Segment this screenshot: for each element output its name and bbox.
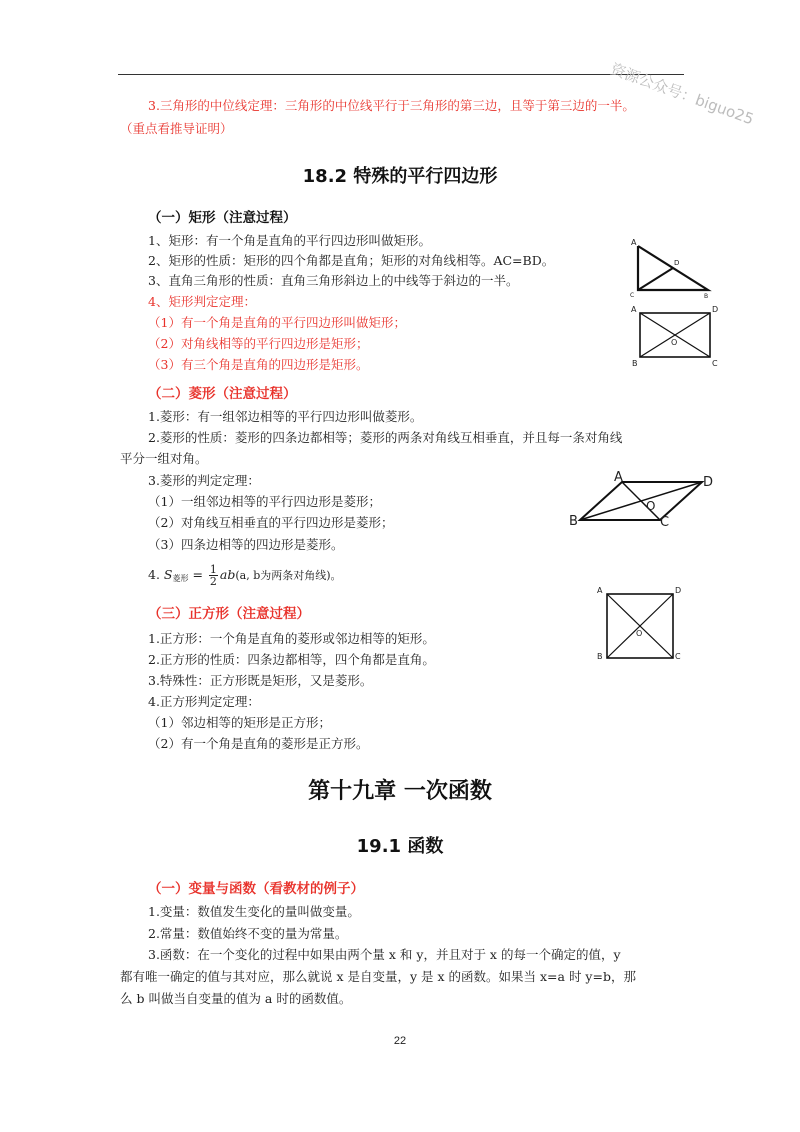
func-line-1: 1.变量：数值发生变化的量叫做变量。: [148, 904, 360, 919]
midline-note: （重点看推导证明）: [120, 121, 233, 136]
rect-line-2: 2、矩形的性质：矩形的四个角都是直角；矩形的对角线相等。AC=BD。: [148, 253, 555, 268]
rhombus-label-d: D: [703, 475, 714, 490]
rhombus-line-4: 3.菱形的判定定理：: [148, 473, 260, 488]
variables-functions-heading: （一）变量与函数（看教材的例子）: [148, 881, 364, 897]
rect-line-4: 4、矩形判定定理：: [148, 294, 256, 309]
section-title-18-2: 18.2 特殊的平行四边形: [302, 166, 498, 187]
rect-line-6: （2）对角线相等的平行四边形是矩形；: [148, 336, 369, 351]
square-figure: [590, 582, 690, 666]
square-label-b: B: [597, 652, 603, 661]
formula-fraction: [209, 564, 218, 587]
formula-prefix: 4.: [148, 567, 164, 582]
rhombus-label-o: O: [646, 499, 656, 513]
rhombus-label-a: A: [614, 470, 623, 485]
triangle-label-d: D: [674, 259, 680, 267]
square-line-6: （2）有一个角是直角的菱形是正方形。: [148, 736, 369, 751]
formula-ab: ab: [219, 567, 236, 582]
rect-line-3: 3、直角三角形的性质：直角三角形斜边上的中线等于斜边的一半。: [148, 273, 519, 288]
square-line-4: 4.正方形判定定理：: [148, 694, 260, 709]
formula-s: S: [163, 567, 173, 582]
func-line-3: 3.函数：在一个变化的过程中如果由两个量 x 和 y，并且对于 x 的每一个确定的值，y: [148, 947, 621, 962]
rhombus-figure: [566, 468, 716, 532]
rect-line-7: （3）有三个角是直角的四边形是矩形。: [148, 357, 369, 372]
square-label-o: O: [636, 629, 643, 638]
square-line-1: 1.正方形：一个角是直角的菱形或邻边相等的矩形。: [148, 631, 435, 646]
rect-line-1: 1、矩形：有一个角是直角的平行四边形叫做矩形。: [148, 233, 431, 248]
rect-line-5: （1）有一个角是直角的平行四边形叫做矩形；: [148, 315, 406, 330]
chapter-title-19: 第十九章 一次函数: [308, 779, 492, 804]
triangle-label-b: B: [704, 293, 709, 300]
square-line-3: 3.特殊性：正方形既是矩形，又是菱形。: [148, 673, 373, 688]
triangle-label-c: C: [630, 292, 635, 299]
header-rule: [118, 74, 684, 75]
func-line-4: 都有唯一确定的值与其对应，那么就说 x 是自变量，y 是 x 的函数。如果当 x=a 时 y=b，那: [120, 969, 636, 984]
formula-sub: 菱形: [172, 574, 189, 583]
rectangle-label-b: B: [632, 359, 638, 368]
rhombus-line-5: （1）一组邻边相等的平行四边形是菱形；: [148, 494, 381, 509]
rectangle-label-a: A: [631, 305, 637, 314]
rhombus-line-6: （2）对角线互相垂直的平行四边形是菱形；: [148, 515, 394, 530]
rhombus-label-b: B: [569, 514, 578, 529]
rhombus-area-formula: [148, 562, 342, 592]
func-line-5: 么 b 叫做当自变量的值为 a 时的函数值。: [120, 991, 352, 1006]
fraction-denominator: 2: [209, 575, 217, 588]
square-heading: （三）正方形（注意过程）: [148, 606, 310, 622]
func-line-2: 2.常量：数值始终不变的量为常量。: [148, 926, 348, 941]
formula-eq: =: [188, 567, 207, 582]
right-triangle-figure: [624, 236, 716, 300]
square-label-c: C: [675, 652, 681, 661]
square-label-a: A: [597, 586, 603, 595]
watermark: 资源公众号：biguo25: [608, 59, 757, 129]
rhombus-line-3: 平分一组对角。: [120, 451, 208, 466]
page-number: 22: [393, 1035, 407, 1047]
rectangle-label-o: O: [671, 338, 678, 347]
rhombus-line-7: （3）四条边相等的四边形是菱形。: [148, 537, 344, 552]
rectangle-figure: [626, 302, 722, 368]
triangle-label-a: A: [631, 238, 637, 247]
square-line-2: 2.正方形的性质：四条边都相等，四个角都是直角。: [148, 652, 435, 667]
fraction-numerator: 1: [209, 563, 217, 576]
rhombus-label-c: C: [660, 515, 670, 530]
rhombus-heading: （二）菱形（注意过程）: [148, 386, 297, 402]
section-title-19-1: 19.1 函数: [356, 836, 444, 857]
rhombus-line-1: 1.菱形：有一组邻边相等的平行四边形叫做菱形。: [148, 409, 423, 424]
formula-tail: (a, b为两条对角线)。: [235, 569, 342, 582]
rhombus-line-2: 2.菱形的性质：菱形的四条边都相等；菱形的两条对角线互相垂直，并且每一条对角线: [148, 430, 623, 445]
rectangle-heading: （一）矩形（注意过程）: [148, 210, 297, 226]
rectangle-label-d: D: [712, 305, 719, 314]
square-line-5: （1）邻边相等的矩形是正方形；: [148, 715, 331, 730]
rectangle-label-c: C: [712, 359, 718, 368]
square-label-d: D: [675, 586, 682, 595]
midline-theorem: 3.三角形的中位线定理：三角形的中位线平行于三角形的第三边，且等于第三边的一半。: [148, 98, 635, 113]
